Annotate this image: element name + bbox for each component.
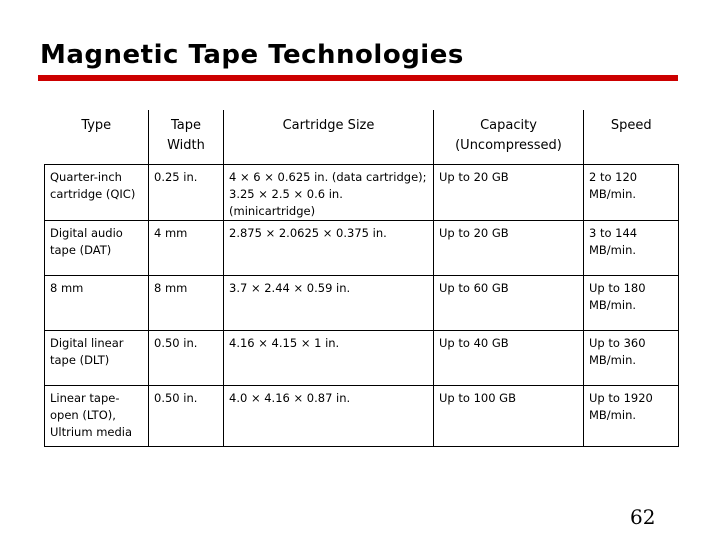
table-row [45, 386, 679, 447]
header-cartridge-size: Cartridge Size [224, 110, 434, 165]
cell-cartridge-size: 3.7 × 2.44 × 0.59 in. [224, 276, 434, 331]
table-header-row [45, 110, 679, 165]
cell-type: Linear tape-open (LTO), Ultrium media [45, 386, 149, 447]
cell-capacity: Up to 20 GB [434, 221, 584, 276]
header-tape-width: Tape Width [149, 110, 224, 165]
cell-cartridge-size: 4 × 6 × 0.625 in. (data cartridge); 3.25 × 2.5 × 0.6 in. (minicartridge) [224, 165, 434, 221]
cell-capacity: Up to 20 GB [434, 165, 584, 221]
tape-technologies-table [44, 110, 679, 447]
cell-cartridge-size: 4.0 × 4.16 × 0.87 in. [224, 386, 434, 447]
table-row [45, 221, 679, 276]
cell-speed: 3 to 144 MB/min. [584, 221, 679, 276]
slide-title: Magnetic Tape Technologies [40, 40, 464, 70]
cell-speed: Up to 1920 MB/min. [584, 386, 679, 447]
cell-capacity: Up to 40 GB [434, 331, 584, 386]
tape-technologies-table-container [44, 110, 678, 447]
cell-tape-width: 0.50 in. [149, 386, 224, 447]
cell-cartridge-size: 4.16 × 4.15 × 1 in. [224, 331, 434, 386]
cell-speed: Up to 180 MB/min. [584, 276, 679, 331]
cell-capacity: Up to 100 GB [434, 386, 584, 447]
header-type: Type [45, 110, 149, 165]
cell-type: 8 mm [45, 276, 149, 331]
title-underline [38, 75, 678, 81]
table-row [45, 276, 679, 331]
cell-speed: Up to 360 MB/min. [584, 331, 679, 386]
cell-tape-width: 8 mm [149, 276, 224, 331]
cell-type: Digital linear tape (DLT) [45, 331, 149, 386]
cell-cartridge-size: 2.875 × 2.0625 × 0.375 in. [224, 221, 434, 276]
cell-capacity: Up to 60 GB [434, 276, 584, 331]
cell-tape-width: 0.50 in. [149, 331, 224, 386]
cell-type: Quarter-inch cartridge (QIC) [45, 165, 149, 221]
cell-tape-width: 4 mm [149, 221, 224, 276]
cell-speed: 2 to 120 MB/min. [584, 165, 679, 221]
header-speed: Speed [584, 110, 679, 165]
page-number: 62 [630, 505, 656, 529]
header-capacity: Capacity (Uncompressed) [434, 110, 584, 165]
cell-type: Digital audio tape (DAT) [45, 221, 149, 276]
table-row [45, 165, 679, 221]
table-row [45, 331, 679, 386]
cell-tape-width: 0.25 in. [149, 165, 224, 221]
